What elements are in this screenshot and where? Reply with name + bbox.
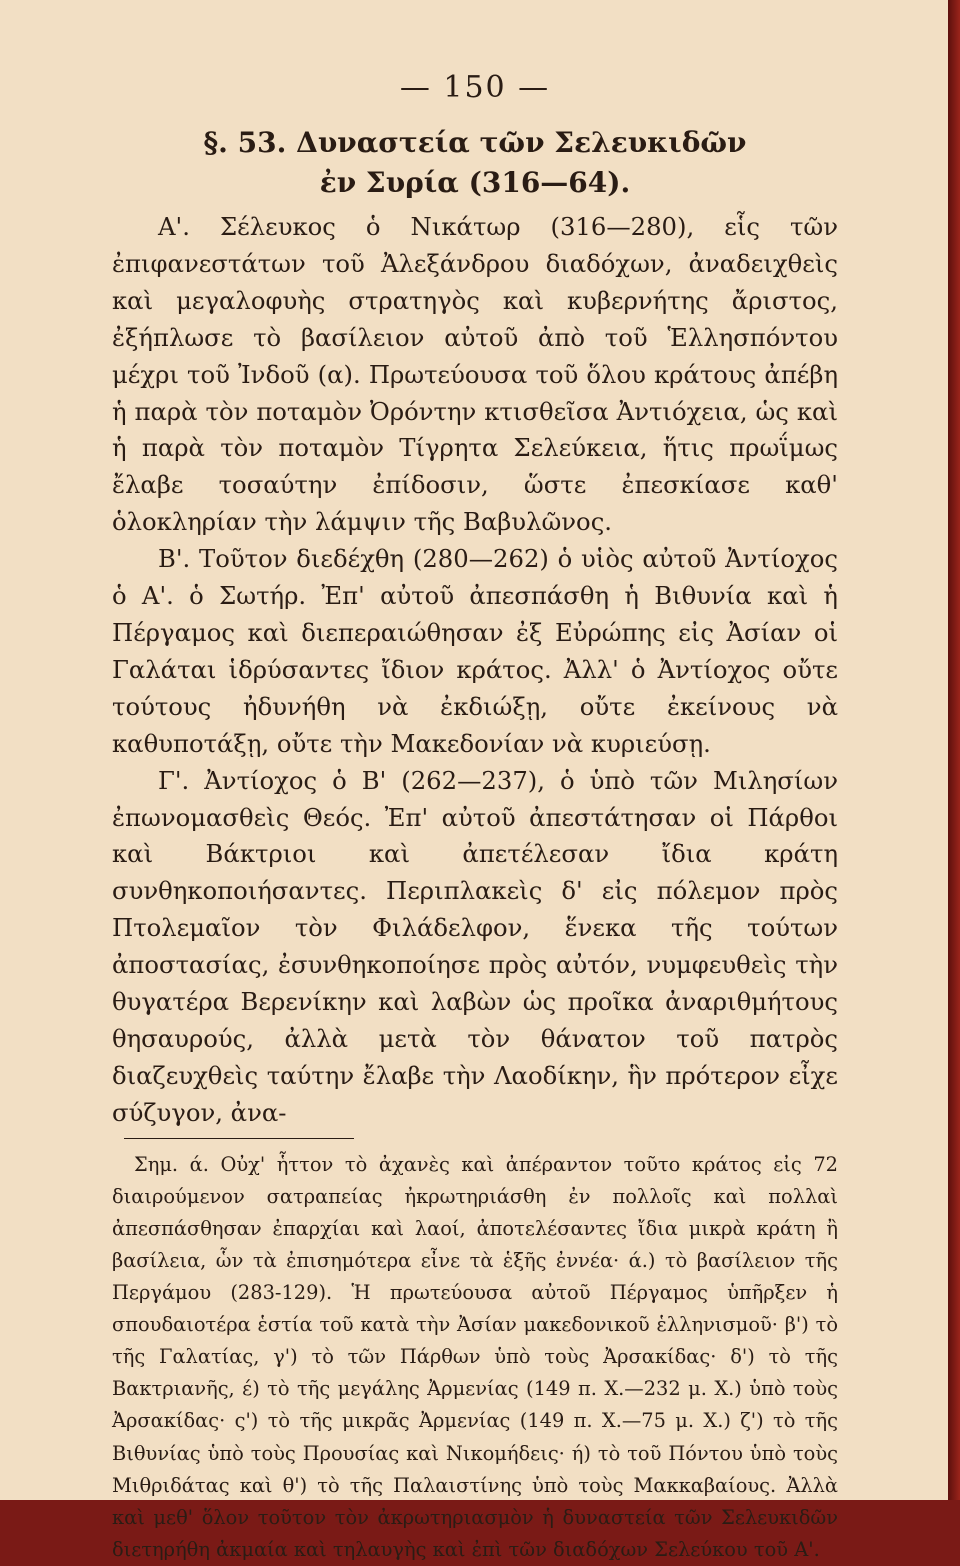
paragraph-b [112, 541, 838, 762]
paragraph-c-lead: Γ'. [158, 765, 190, 795]
footnote-text: Οὐχ' ἧττον τὸ ἀχανὲς καὶ ἀπέραντον τοῦτο κράτος εἰς 72 διαιρούμενον σατραπείας ἠκρωτηριάσθη ἐν πολλοῖς καὶ πολλαὶ ἀπεσπάσθησαν ἐπαρχίαι καὶ λαοί, ἀποτελέσαντες ἴδια μικρὰ κράτη ἢ βασίλεια, ὧν τὰ ἐπισημότερα εἶνε τὰ ἑξῆς ἐννέα· ά.) τὸ βασίλειον τῆς Περγάμου (283-129). Ἡ πρωτεύουσα αὐτοῦ Πέργαμος ὑπῆρξεν ἡ σπουδαιοτέρα ἑστία τοῦ κατὰ τὴν Ἀσίαν μακεδονικοῦ ἑλληνισμοῦ· β') τὸ τῆς Γαλατίας, γ') τὸ τῶν Πάρθων ὑπὸ τοὺς Ἀρσακίδας· δ') τὸ τῆς Βακτριανῆς, έ) τὸ τῆς μεγάλης Ἀρμενίας (149 π. Χ.—232 μ. Χ.) ὑπὸ τοὺς Ἀρσακίδας· ς') τὸ τῆς μικρᾶς Ἀρμενίας (149 π. Χ.—75 μ. Χ.) ζ') τὸ τῆς Βιθυνίας ὑπὸ τοὺς Προυσίας καὶ Νικομήδεις· ή) τὸ τοῦ Πόντου ὑπὸ τοὺς Μιθριδάτας καὶ θ') τὸ τῆς Παλαιστίνης ὑπὸ τοὺς Μακκαβαίους. Ἀλλὰ καὶ μεθ' ὅλον τοῦτον τὸν ἀκρωτηριασμὸν ἡ δυναστεία τῶν Σελευκιδῶν διετηρήθη ἀκμαία καὶ τηλαυγὴς καὶ ἐπὶ τῶν διαδόχων Σελεύκου τοῦ Α'. [112, 1152, 839, 1561]
paragraph-c-text: Ἀντίοχος ὁ Β' (262—237), ὁ ὑπὸ τῶν Μιλησίων ἐπωνομασθεὶς Θεός. Ἐπ' αὐτοῦ ἀπεστάτησαν οἱ Πάρθοι καὶ Βάκτριοι καὶ ἀπετέλεσαν ἴδια κράτη συνθηκοποιήσαντες. Περιπλακεὶς δ' εἰς πόλεμον πρὸς Πτολεμαῖον τὸν Φιλάδελφον, ἕνεκα τῆς τούτων ἀποστασίας, ἐσυνθηκοποίησε πρὸς αὐτόν, νυμφευθεὶς τὴν θυγατέρα Βερενίκην καὶ λαβὼν ὡς προῖκα ἀναριθμήτους θησαυρούς, ἀλλὰ μετὰ τὸν θάνατον τοῦ πατρὸς διαζευχθεὶς ταύτην ἔλαβε τὴν Λαοδίκην, ἣν πρότερον εἶχε σύζυγον, ἀνα- [112, 765, 838, 1127]
page-edge [948, 0, 960, 1500]
footnote [112, 1149, 838, 1566]
page-number: — 150 — [399, 70, 551, 105]
paragraph-b-lead: Β'. [158, 544, 191, 574]
paragraph-c [112, 763, 838, 1132]
footnote-divider [124, 1138, 354, 1139]
section-heading [112, 123, 838, 203]
section-heading-line2: ἐν Συρία (316—64). [319, 166, 631, 199]
paragraph-a [112, 209, 838, 541]
footnote-lead: Σημ. ά. [134, 1152, 209, 1176]
paragraph-b-text: Τοῦτον διεδέχθη (280—262) ὁ υἱὸς αὐτοῦ Ἀντίοχος ὁ Α'. ὁ Σωτήρ. Ἐπ' αὐτοῦ ἀπεσπάσθη ἡ Βιθυνία καὶ ἡ Πέργαμος καὶ διεπεραιώθησαν ἐξ Εὐρώπης εἰς Ἀσίαν οἱ Γαλάται ἱδρύσαντες ἴδιον κράτος. Ἀλλ' ὁ Ἀντίοχος οὔτε τούτους ἠδυνήθη νὰ ἐκδιώξῃ, οὔτε ἐκείνους νὰ καθυποτάξῃ, οὔτε τὴν Μακεδονίαν νὰ κυριεύσῃ. [112, 544, 838, 758]
section-heading-line1: §. 53. Δυναστεία τῶν Σελευκιδῶν [203, 126, 747, 159]
paragraph-a-text: Σέλευκος ὁ Νικάτωρ (316—280), εἷς τῶν ἐπιφανεστάτων τοῦ Ἀλεξάνδρου διαδόχων, ἀναδειχθεὶς καὶ μεγαλοφυὴς στρατηγὸς καὶ κυβερνήτης ἄριστος, ἐξήπλωσε τὸ βασίλειον αὐτοῦ ἀπὸ τοῦ Ἑλλησπόντου μέχρι τοῦ Ἰνδοῦ (α). Πρωτεύουσα τοῦ ὅλου κράτους ἀπέβη ἡ παρὰ τὸν ποταμὸν Ὀρόντην κτισθεῖσα Ἀντιόχεια, ὡς καὶ ἡ παρὰ τὸν ποταμὸν Τίγρητα Σελεύκεια, ἥτις πρωΐμως ἔλαβε τοσαύτην ἐπίδοσιν, ὥστε ἐπεσκίασε καθ' ὁλοκληρίαν τὴν λάμψιν τῆς Βαβυλῶνος. [112, 212, 838, 537]
paragraph-a-lead: Α'. [158, 212, 190, 241]
